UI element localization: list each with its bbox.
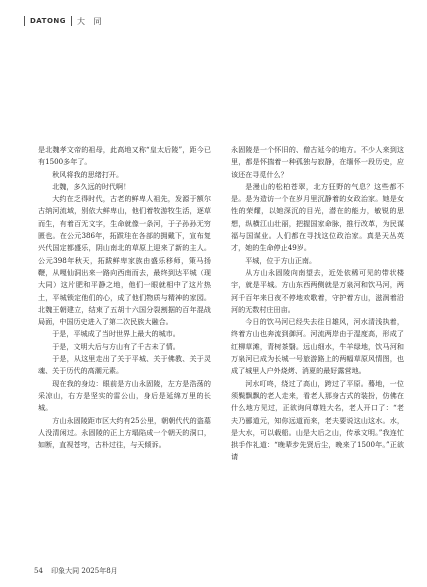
paragraph: 永固陵是一个怀旧的、僧古延今的地方。不少人来到这里，都是怀揣着一种孤独与寂静，在缅怀一段历史，应该还在寻觅什么？ [231,145,404,179]
issue-info: 印象大同 2025年8月 [51,567,118,575]
header-divider-left [24,16,25,26]
magazine-name: DATONG [30,17,67,25]
left-column [38,144,211,451]
right-column [231,144,404,464]
paragraph: 北魏，多久远的时代啊！ [52,181,131,191]
paragraph: 于是，平城成了当时世界上最大的城市。 [52,329,180,339]
page-number: 54 [34,567,43,575]
header-divider-middle [71,16,72,26]
page-footer [34,566,118,576]
paragraph: 方山永固陵距市区大约有25公里，朝朝代代的盗墓人没清闲过。永固陵的正上方塌陷成一个朝天的洞口，如断，直视苍穹，古朴过往，与天倾诉。 [38,415,211,450]
paragraph: 秋风将我的思绪打开。 [52,169,124,179]
paragraph: 从方山永固陵向南望去，近处依稀可见的带状楼宇，就是平城。方山东西两侧就是万泉河和饮马河，两河千百年来日夜不停地欢歌着，守护着方山，滋润着沿河的无数村庄田亩。 [231,267,404,314]
page-header [19,14,105,28]
paragraph: 于是，文明大后与方山有了千古未了情。 [52,341,180,351]
paragraph: 现在我的身边：眼前是方山永固陵，左方是浩荡的采凉山，右方是坚实的雷公山，身后是延绵万里的长城。 [38,378,211,413]
paragraph: 是漫山的松柏苍翠，北方狂野的气息？这些都不是。是为造访一个在岁月里沉静着的女政治家。她是女性的荣耀，以她深沉的目光，潜在的能力，敏锐的思想，纵横江山壮丽，把握国家命脉，推行改革，为民谋福与国谋业。人们都在寻找这位政治家。真是天丛英才，她的生命停止49岁。 [231,181,404,253]
paragraph: 大约在乏得时代，古老的鲜卑人祖先，发源于额尔古纳河流域，别依大鲜卑山，他们着牧游牧生活，逐草而生，有着百无文字，生命就像一条河，于子孙孙无穷匮也。在公元386年，拓跋珪在各部的拥戴下，宣布复兴代国定都盛乐，阴山南北的草原上迎来了新的主人。公元398年秋天，拓跋鲜卑家族由盛乐移师，策马扬鞭，从嘎仙洞出来一路向西南而去，最终到达平城（现大同）这片肥和平静之地，他们一眼就相中了这片热土，平城锁定他们的心，成了他们物质与精神的家园。北魏王朝建立，结束了五胡十六国分裂割据的百年混战局面，中国历史进入了第二次民族大融合。 [38,194,211,327]
section-title: 大 同 [77,16,105,26]
paragraph: 平城，位于方山正南。 [245,255,317,265]
paragraph: 河水叮咚，绕过了高山，跨过了平原。蓦地，一位须鬓飘飘的老人走来，看老人那身古式的装扮，仿佛在什么地方见过，正欲询问尊姓大名，老人开口了：“老夫乃郦道元，知你远道而来，老夫要说这山这水。水，是大水，可以载船。山是大后之山，传承文明。”我连忙拱手作礼道：“晚辈步先贤后尘，晚来了1500年。”正欲请 [231,378,404,462]
paragraph: 于是，从这里走出了关于平城、关于佛教、关于灵魂、关于历代的高潮元素。 [38,354,211,376]
paragraph: 是北魏孝文帝的祖母，此高地又称“皇太后陵”，距今已有1500多年了。 [38,145,211,167]
paragraph: 今日的饮马河已经失去往日雄风，河水清浅执着，终着方山也奔流到御河。河流两岸由于湿度高，形成了红柳草滩，青树茶翳。远山细水，牛羊绿地，饮马河和万泉河已成为长城一号旅游路上的两幅草原风情图，也成了城里人户外烧烤、消夏的最好露营地。 [231,317,404,376]
